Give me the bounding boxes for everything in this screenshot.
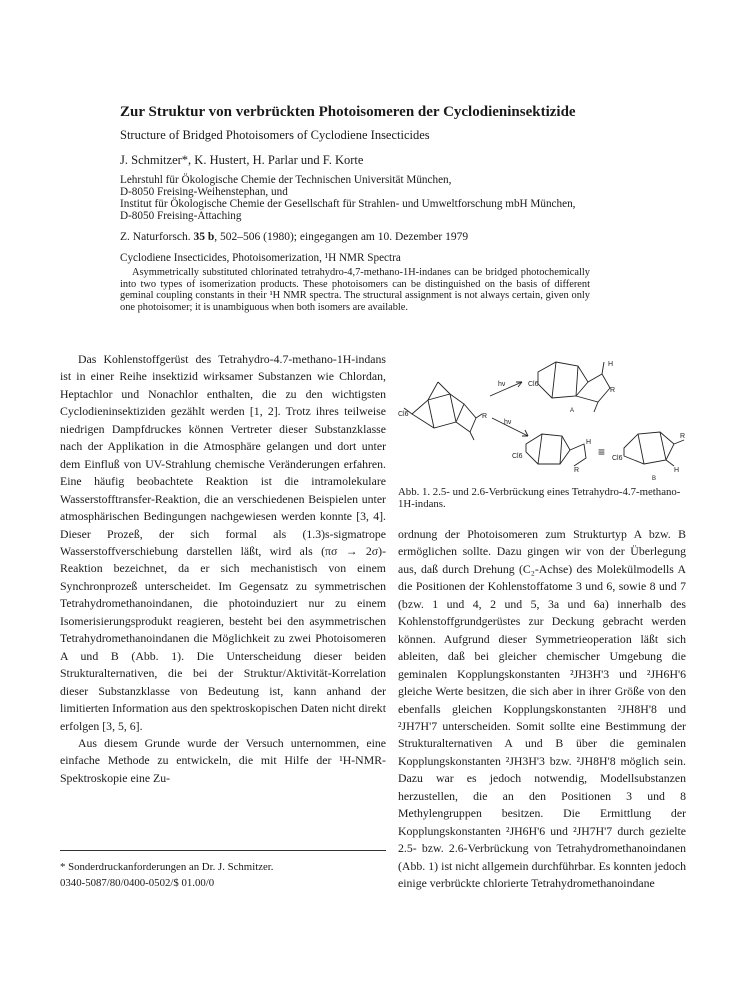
cl6-label: Cl6 (612, 455, 623, 462)
author-list: J. Schmitzer*, K. Hustert, H. Parlar und F. Korte (120, 153, 364, 167)
article-subtitle: Structure of Bridged Photoisomers of Cyclodiene Insecticides (120, 128, 430, 142)
article-title: Zur Struktur von verbrückten Photoisomeren der Cyclodieninsektizide (120, 104, 576, 120)
footnote-reprint: * Sonderdruckanforderungen an Dr. J. Schmitzer. (60, 861, 274, 873)
footnote-code: 0340-5087/80/0400-0502/$ 01.00/0 (60, 876, 215, 889)
affiliation-line: Lehrstuhl für Ökologische Chemie der Technischen Universität München, (120, 174, 452, 186)
product-a-label: A (570, 408, 575, 414)
cl6-label: Cl6 (512, 453, 523, 460)
starting-molecule (398, 382, 487, 440)
structure-scheme-figure (398, 352, 690, 482)
right-column (398, 526, 686, 893)
r-label: R (610, 387, 616, 394)
figure-caption: Abb. 1. 2.5- und 2.6-Verbrückung eines Tetrahydro-4.7-methano-1H-indans. (398, 486, 681, 510)
journal-prefix: Z. Naturforsch. (120, 231, 194, 243)
affiliation-line: D-8050 Freising-Attaching (120, 210, 242, 222)
journal-reference (120, 231, 468, 243)
r-label: R (680, 433, 686, 440)
body-paragraph: Das Kohlenstoffgerüst des Tetrahydro-4.7-methano-1H-indans ist in einer Reihe insektizid wirksamer Substanzen wie Chlordan, Heptachlor und Nonachlor enthalten, die zu den wichtigsten Cyclodieninsektiziden gezählt werden [1, 2]. Trotz ihres teilweise niedrigen Dampfdruckes können Vertreter dieser Substanzklasse nach der Applikation in die Atmosphäre gelangen und dort unter dem Einfluß von UV-Strahlung chemische Veränderungen erfahren. Eine häufig beobachtete Reaktion ist die intramolekulare Wasserstofftransfer-Reaktion, die an verschiedenen Beispielen unter atmosphärischen Bedingungen nachgewiesen werden konnte [3, 4]. Dieser Prozeß, der sich formal als (1.3)s-sigmatrope Wasserstoffverschiebung darstellen läßt, wird als (πσ → 2σ)-Reaktion bezeichnet, da er sich mechanistisch von einem Synchronprozeß unterscheidet. Im Gegensatz zu symmetrischen Tetrahydromethanoindanen, die photoinduziert nur zu einem Isomerisierungsprodukt reagieren, besteht bei den asymmetrischen Tetrahydromethanoindanen die Möglichkeit zu zwei Photoisomeren A und B (Abb. 1). Die Unterscheidung dieser beiden Strukturalternativen, die bei der Struktur/Aktivität-Korrelation dieser Substanzklasse von Bedeutung ist, kann anhand der limitierten Information aus den spektroskopischen Daten nicht direkt erfolgen [3, 5, 6]. (60, 352, 386, 733)
product-b-alt-molecule (612, 432, 685, 482)
h-label: H (586, 439, 592, 446)
r-label: R (482, 413, 488, 420)
r-label: R (574, 467, 580, 474)
product-b-label: B (652, 476, 657, 482)
journal-volume: 35 b (193, 231, 215, 243)
cl6-label: Cl6 (398, 411, 409, 418)
abstract-text: Asymmetrically substituted chlorinated tetrahydro-4,7-methano-1H-indanes can be bridged photochemically into two types of isomerization products. These photoisomers can be distinguished on the basis of different geminal coupling constants in their ¹H NMR spectra. The structural assignment is not always certain, given only one photoisomer; it is unambiguous when both isomers are available. (120, 267, 590, 313)
hv-label-lower: hν (504, 419, 512, 426)
product-a-molecule (528, 361, 615, 414)
h-label: H (674, 467, 680, 474)
body-paragraph: ordnung der Photoisomeren zum Strukturtyp A bzw. B ermöglichen sollte. Dazu gingen wir von der Überlegung aus, daß durch Drehung (C₂-Achse) des Molekülmodells A die Positionen der Kohlenstoffatome 3 und 6, sowie 8 und 7 (bzw. 1 und 4, 2 und 5, 3a und 6a) innerhalb des Kohlenstoffgrundgerüstes zur Deckung gebracht werden können. Aufgrund dieser Symmetrieoperation läßt sich ableiten, daß bei gleicher chemischer Umgebung die geminalen Kopplungskonstanten ²JH3H'3 und ²JH6H'6 gleiche Werte besitzen, die sich aber in ihrer Größe von den ebenfalls gleichen Kopplungskonstanten ²JH8H'8 und ²JH7H'7 unterscheiden. Somit sollte eine Bestimmung der Strukturalternativen A und B über die geminalen Kopplungskonstanten ²JH3H'3 bzw. ²JH8H'8 möglich sein. Dazu war es jedoch notwendig, Modellsubstanzen herzustellen, die an den Positionen 3 und 8 Methylengruppen besitzen. Die Ermittlung der Kopplungskonstanten ²JH6H'6 und ²JH7H'7 durch gezielte 2.5- bzw. 2.6-Verbrückung von Tetrahydromethanoindanen (Abb. 1) ist nicht allgemein durchführbar. Es konnten jedoch einige verbrückte chlorierte Tetrahydromethanoindane (398, 527, 686, 891)
affiliation-block (120, 174, 575, 222)
footnote-rule (60, 850, 386, 851)
affiliation-line: D-8050 Freising-Weihenstephan, und (120, 186, 288, 198)
left-column (60, 351, 386, 787)
h-label: H (608, 361, 614, 368)
body-paragraph: Aus diesem Grunde wurde der Versuch unternommen, eine einfache Methode zu entwickeln, die mit Hilfe der ¹H-NMR-Spektroskopie eine Zu- (60, 735, 386, 785)
keywords: Cyclodiene Insecticides, Photoisomerization, ¹H NMR Spectra (120, 252, 401, 264)
abstract (120, 267, 590, 313)
product-b-molecule (512, 434, 591, 474)
journal-rest: , 502–506 (1980); eingegangen am 10. Dezember 1979 (214, 231, 469, 243)
footnote (60, 860, 386, 891)
hv-label-upper: hν (498, 381, 506, 388)
cl6-label: Cl6 (528, 381, 539, 388)
equivalence-sign: ≡ (598, 445, 606, 459)
reaction-arrows (490, 381, 528, 436)
affiliation-line: Institut für Ökologische Chemie der Gesellschaft für Strahlen- und Umweltforschung mbH München, (120, 198, 576, 210)
